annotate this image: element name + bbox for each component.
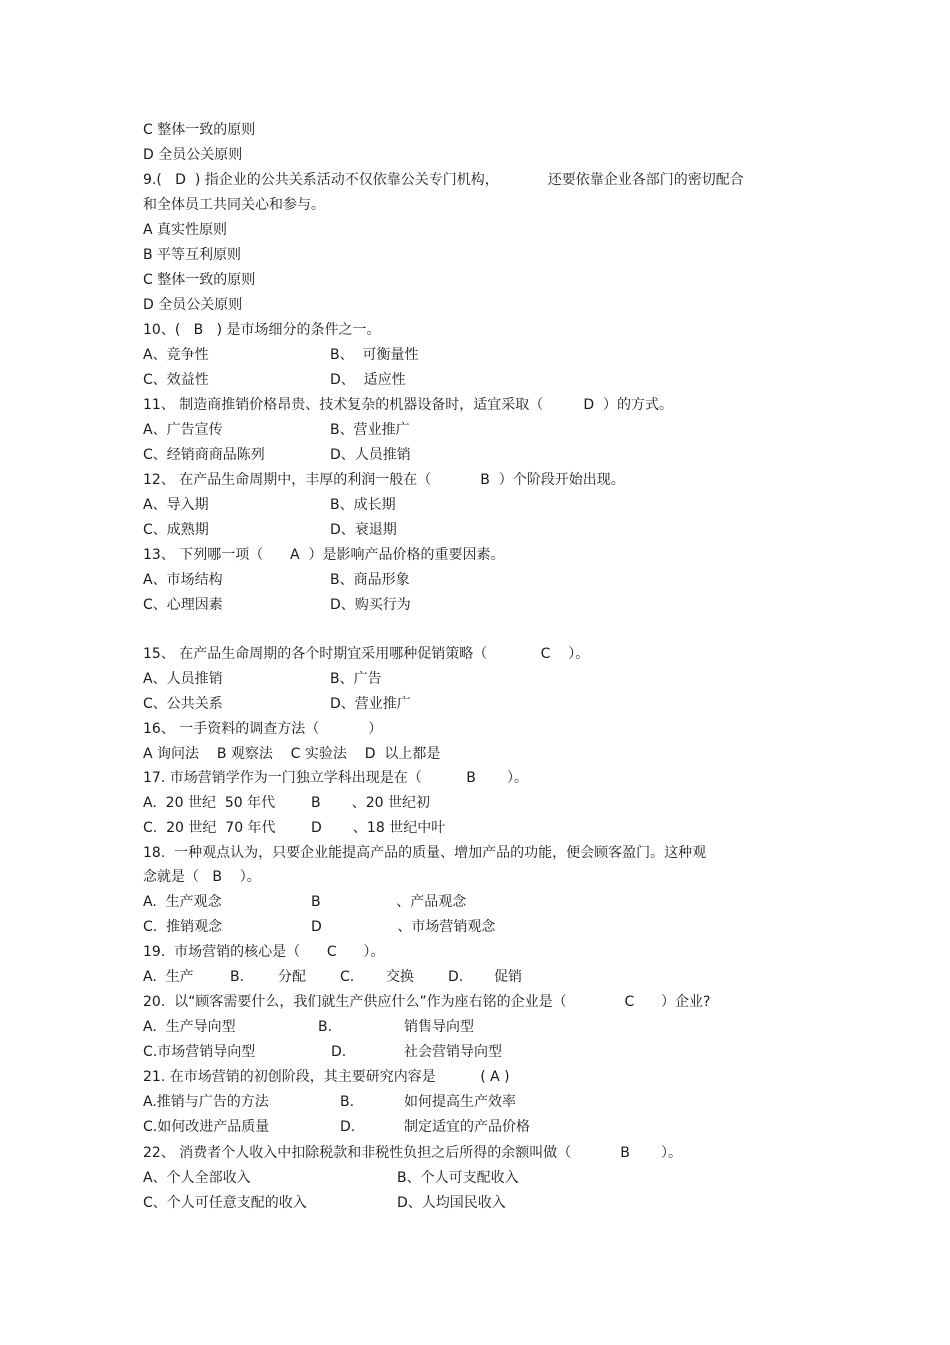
question-20: 20. 以“顾客需要什么，我们就生产供应什么”作为座右铭的企业是（ C ）企业? [143, 994, 711, 1010]
option-b-q18: B 、产品观念 [311, 894, 467, 910]
option-d-label-q19: D. [448, 969, 464, 985]
option-d-q13: D、购买行为 [330, 597, 411, 613]
option-b-q21: 如何提高生产效率 [404, 1094, 516, 1110]
option-d-label-q21: D. [340, 1119, 356, 1135]
option-c-q19: 交换 [386, 969, 414, 985]
question-9: 9.( D ) 指企业的公共关系活动不仅依靠公关专门机构， 还要依靠企业各部门的密切配合 [143, 172, 744, 188]
option-b-q9: B 平等互利原则 [143, 247, 242, 263]
option-c-q17: C. 20 世纪 70 年代 [143, 820, 276, 836]
option-a-q15: A、人员推销 [143, 671, 223, 687]
option-d-label-q20: D. [331, 1044, 347, 1060]
question-22: 22、 消费者个人收入中扣除税款和非税性负担之后所得的余额叫做（ B ）。 [143, 1145, 682, 1161]
option-d-q11: D、人员推销 [330, 447, 411, 463]
option-d-q12: D、衰退期 [330, 522, 397, 538]
option-a-q10: A、竞争性 [143, 347, 209, 363]
question-19: 19. 市场营销的核心是（ C ）。 [143, 944, 385, 960]
option-c-label-q19: C. [340, 969, 355, 985]
question-16: 16、 一手资料的调查方法（ ） [143, 721, 383, 737]
option-b-q19: 分配 [278, 969, 306, 985]
option-d-q19: 促销 [494, 969, 522, 985]
question-18-cont: 念就是（ B ）。 [143, 869, 261, 885]
option-c-q8: C 整体一致的原则 [143, 122, 256, 138]
option-a-q18: A. 生产观念 [143, 894, 222, 910]
option-a-q22: A、个人全部收入 [143, 1170, 251, 1186]
option-c-q12: C、成熟期 [143, 522, 209, 538]
option-b-q17: B 、20 世纪初 [311, 795, 431, 811]
option-c-q11: C、经销商商品陈列 [143, 447, 265, 463]
option-a-q11: A、广告宣传 [143, 422, 223, 438]
question-21: 21. 在市场营销的初创阶段，其主要研究内容是 ( A ) [143, 1069, 510, 1085]
option-b-label-q21: B. [340, 1094, 355, 1110]
options-q16: A 询问法 B 观察法 C 实验法 D 以上都是 [143, 746, 441, 762]
option-d-q8: D 全员公关原则 [143, 147, 243, 163]
option-a-q21: A.推销与广告的方法 [143, 1094, 269, 1110]
option-d-q22: D、人均国民收入 [397, 1195, 506, 1211]
option-c-q9: C 整体一致的原则 [143, 272, 256, 288]
option-d-q18: D 、市场营销观念 [311, 919, 496, 935]
option-c-q13: C、心理因素 [143, 597, 223, 613]
option-a-q9: A 真实性原则 [143, 222, 228, 238]
option-a-q20: A. 生产导向型 [143, 1019, 236, 1035]
option-d-q21: 制定适宜的产品价格 [404, 1119, 530, 1135]
option-d-q9: D 全员公关原则 [143, 297, 243, 313]
option-b-q13: B、商品形象 [330, 572, 410, 588]
option-c-q21: C.如何改进产品质量 [143, 1119, 270, 1135]
question-18: 18. 一种观点认为，只要企业能提高产品的质量、增加产品的功能，便会顾客盈门。这种观 [143, 845, 707, 861]
option-b-q11: B、营业推广 [330, 422, 410, 438]
question-13: 13、 下列哪一项（ A ）是影响产品价格的重要因素。 [143, 547, 505, 563]
option-c-q22: C、个人可任意支配的收入 [143, 1195, 307, 1211]
option-d-q20: 社会营销导向型 [404, 1044, 502, 1060]
option-b-q10: B、 可衡量性 [330, 347, 419, 363]
question-12: 12、 在产品生命周期中，丰厚的利润一般在（ B ）个阶段开始出现。 [143, 472, 625, 488]
option-c-q15: C、公共关系 [143, 696, 223, 712]
question-9-cont: 和全体员工共同关心和参与。 [143, 197, 325, 213]
option-a-q13: A、市场结构 [143, 572, 223, 588]
option-b-q22: B、个人可支配收入 [397, 1170, 519, 1186]
option-d-q10: D、 适应性 [330, 372, 406, 388]
option-b-q12: B、成长期 [330, 497, 396, 513]
option-d-q17: D 、18 世纪中叶 [311, 820, 446, 836]
option-a-q19: A. 生产 [143, 969, 194, 985]
option-a-q17: A. 20 世纪 50 年代 [143, 795, 276, 811]
option-b-label-q20: B. [318, 1019, 333, 1035]
option-d-q15: D、营业推广 [330, 696, 411, 712]
option-c-q18: C. 推销观念 [143, 919, 223, 935]
option-c-q10: C、效益性 [143, 372, 209, 388]
option-b-label-q19: B. [230, 969, 245, 985]
question-17: 17. 市场营销学作为一门独立学科出现是在（ B ）。 [143, 770, 528, 786]
option-a-q12: A、导入期 [143, 497, 209, 513]
question-11: 11、 制造商推销价格昂贵、技术复杂的机器设备时，适宜采取（ D ）的方式。 [143, 397, 673, 413]
question-10: 10、( B ) 是市场细分的条件之一。 [143, 322, 381, 338]
option-b-q15: B、广告 [330, 671, 382, 687]
option-b-q20: 销售导向型 [404, 1019, 474, 1035]
option-c-q20: C.市场营销导向型 [143, 1044, 256, 1060]
question-15: 15、 在产品生命周期的各个时期宜采用哪种促销策略（ C ）。 [143, 646, 590, 662]
